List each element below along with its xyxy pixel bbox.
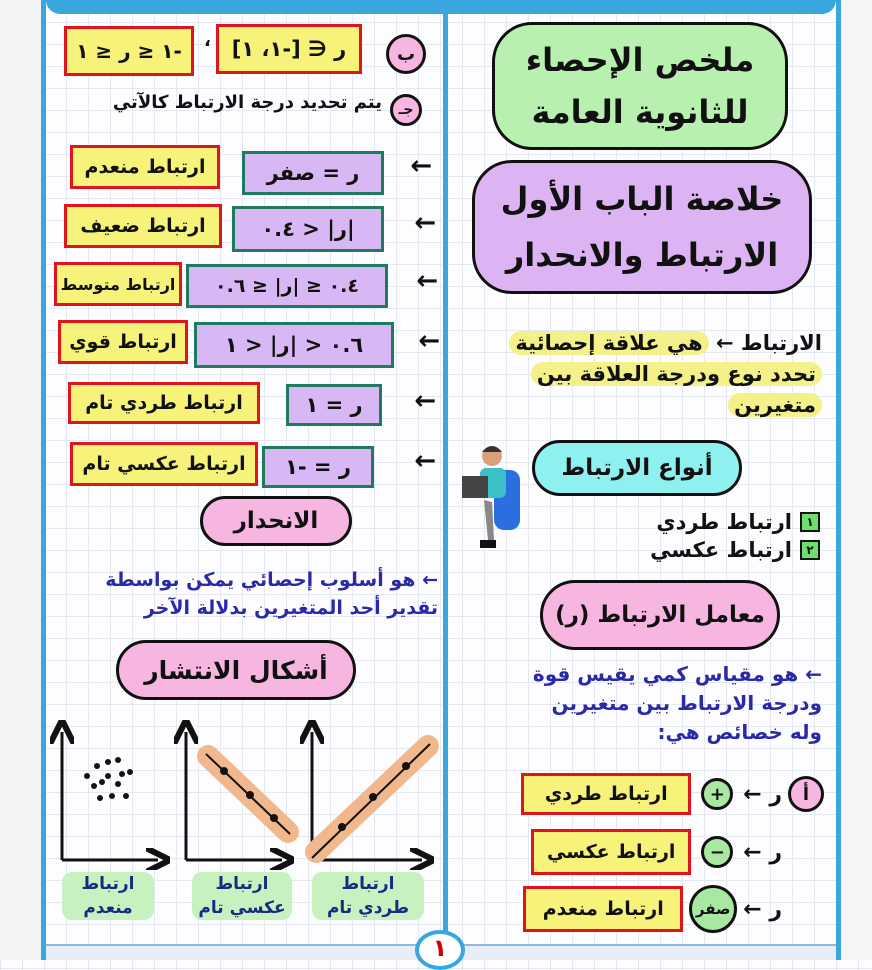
page-number: ١ <box>415 930 465 970</box>
degree-row <box>50 260 440 310</box>
sign-label: ارتباط منعدم <box>523 886 683 932</box>
coef-line1: ← هو مقياس كمي يقيس قوة <box>532 662 822 686</box>
coefficient-heading: معامل الارتباط (ر) <box>540 580 780 650</box>
correlation-term: الارتباط ← <box>716 331 822 355</box>
regression-heading: الانحدار <box>200 496 352 546</box>
degree-label: ارتباط طردي تام <box>68 382 260 424</box>
regression-definition <box>52 566 438 622</box>
degree-row <box>50 145 440 195</box>
plus-icon: + <box>701 778 733 810</box>
degree-condition: ر = ١ <box>286 384 382 426</box>
types-item-label: ارتباط طردي <box>656 510 792 534</box>
left-margin <box>0 0 46 960</box>
arrow-left-icon: ← <box>418 326 440 356</box>
title-cloud <box>492 22 788 150</box>
def-line2: تحدد نوع ودرجة العلاقة بين <box>531 362 822 386</box>
label-line2: منعدم <box>83 898 133 918</box>
label-line2: طردي تام <box>326 898 410 918</box>
degree-condition: ٠.٤ ≤ |ر| ≤ ٠.٦ <box>186 264 388 308</box>
types-item-label: ارتباط عكسي <box>650 538 792 562</box>
degree-table <box>50 140 440 490</box>
degree-label: ارتباط قوي <box>58 320 188 364</box>
sign-label: ارتباط طردي <box>521 773 691 815</box>
title-line2: للثانوية العامة <box>531 93 749 131</box>
number-badge: ٢ <box>800 540 820 560</box>
number-badge: ١ <box>800 512 820 532</box>
degree-condition: ر = -١ <box>262 446 374 488</box>
degree-intro: يتم تحديد درجة الارتباط كالآتي <box>112 92 382 113</box>
zero-badge: صفر <box>689 885 737 933</box>
top-bar <box>46 0 836 14</box>
scatter-label <box>192 872 292 920</box>
degree-label: ارتباط متوسط <box>54 262 182 306</box>
scatter-label <box>312 872 424 920</box>
degree-condition: |ر| < ٠.٤ <box>232 206 384 252</box>
coef-line3: وله خصائص هي: <box>657 720 822 744</box>
chapter-line1: خلاصة الباب الأول <box>500 180 784 218</box>
scatter-points <box>84 757 133 801</box>
degree-label: ارتباط عكسي تام <box>70 442 258 486</box>
def-line3: متغيرين <box>728 393 822 417</box>
types-item <box>580 508 820 536</box>
range-box: ر ∈ [-١، ١] <box>216 24 362 74</box>
reg-line2: تقدير أحد المتغيرين بدلالة الآخر <box>143 597 438 619</box>
label-line1: ارتباط <box>341 874 395 894</box>
scatter-none <box>62 732 158 860</box>
degree-row <box>50 318 440 368</box>
coefficient-definition <box>460 660 822 747</box>
degree-row <box>50 380 440 430</box>
title-line1: ملخص الإحصاء <box>525 41 755 79</box>
separator: ، <box>204 30 211 51</box>
degree-condition: ر = صفر <box>242 151 384 195</box>
chapter-cloud <box>472 160 812 294</box>
trend-line <box>312 744 430 858</box>
correlation-definition <box>470 328 822 421</box>
teacher-avatar <box>458 440 524 558</box>
types-heading: أنواع الارتباط <box>532 440 742 496</box>
arrow-left-icon: ← <box>414 208 436 238</box>
r-arrow: ر ← <box>743 839 782 865</box>
r-arrow: ر ← <box>743 896 782 922</box>
degree-condition: ٠.٦ < |ر| < ١ <box>194 322 394 368</box>
degree-row <box>50 440 440 490</box>
label-line1: ارتباط <box>215 874 269 894</box>
arrow-left-icon: ← <box>414 446 436 476</box>
scatter-label <box>62 872 154 920</box>
column-divider <box>443 0 448 960</box>
sign-row <box>452 828 782 876</box>
scatter-heading: أشكال الانتشار <box>116 640 356 700</box>
minus-icon: − <box>701 836 733 868</box>
right-margin <box>836 0 872 960</box>
arrow-left-icon: ← <box>416 266 438 296</box>
sign-rows <box>452 770 782 940</box>
r-arrow: ر ← <box>743 781 782 807</box>
types-item <box>580 536 820 564</box>
sign-row <box>452 884 782 934</box>
chapter-line2: الارتباط والانحدار <box>505 236 779 274</box>
marker-a: أ <box>788 776 824 812</box>
def-line1: هي علاقة إحصائية <box>509 331 708 355</box>
sign-row <box>452 770 782 818</box>
scatter-plots <box>50 720 440 870</box>
marker-c: جـ <box>390 94 422 126</box>
degree-label: ارتباط منعدم <box>70 145 220 189</box>
coef-line2: ودرجة الارتباط بين متغيرين <box>551 691 822 715</box>
sign-label: ارتباط عكسي <box>531 829 691 875</box>
scatter-positive <box>312 732 430 860</box>
marker-b: ب <box>386 34 426 74</box>
scatter-negative <box>186 732 290 860</box>
arrow-left-icon: ← <box>414 386 436 416</box>
degree-row <box>50 202 440 252</box>
types-list <box>580 508 820 564</box>
reg-line1: ← هو أسلوب إحصائي يمكن بواسطة <box>105 569 438 591</box>
label-line1: ارتباط <box>81 874 135 894</box>
label-line2: عكسي تام <box>198 898 286 918</box>
inequality-box: -١ ≤ ر ≤ ١ <box>64 26 194 76</box>
arrow-left-icon: ← <box>410 151 432 181</box>
degree-label: ارتباط ضعيف <box>64 204 222 248</box>
